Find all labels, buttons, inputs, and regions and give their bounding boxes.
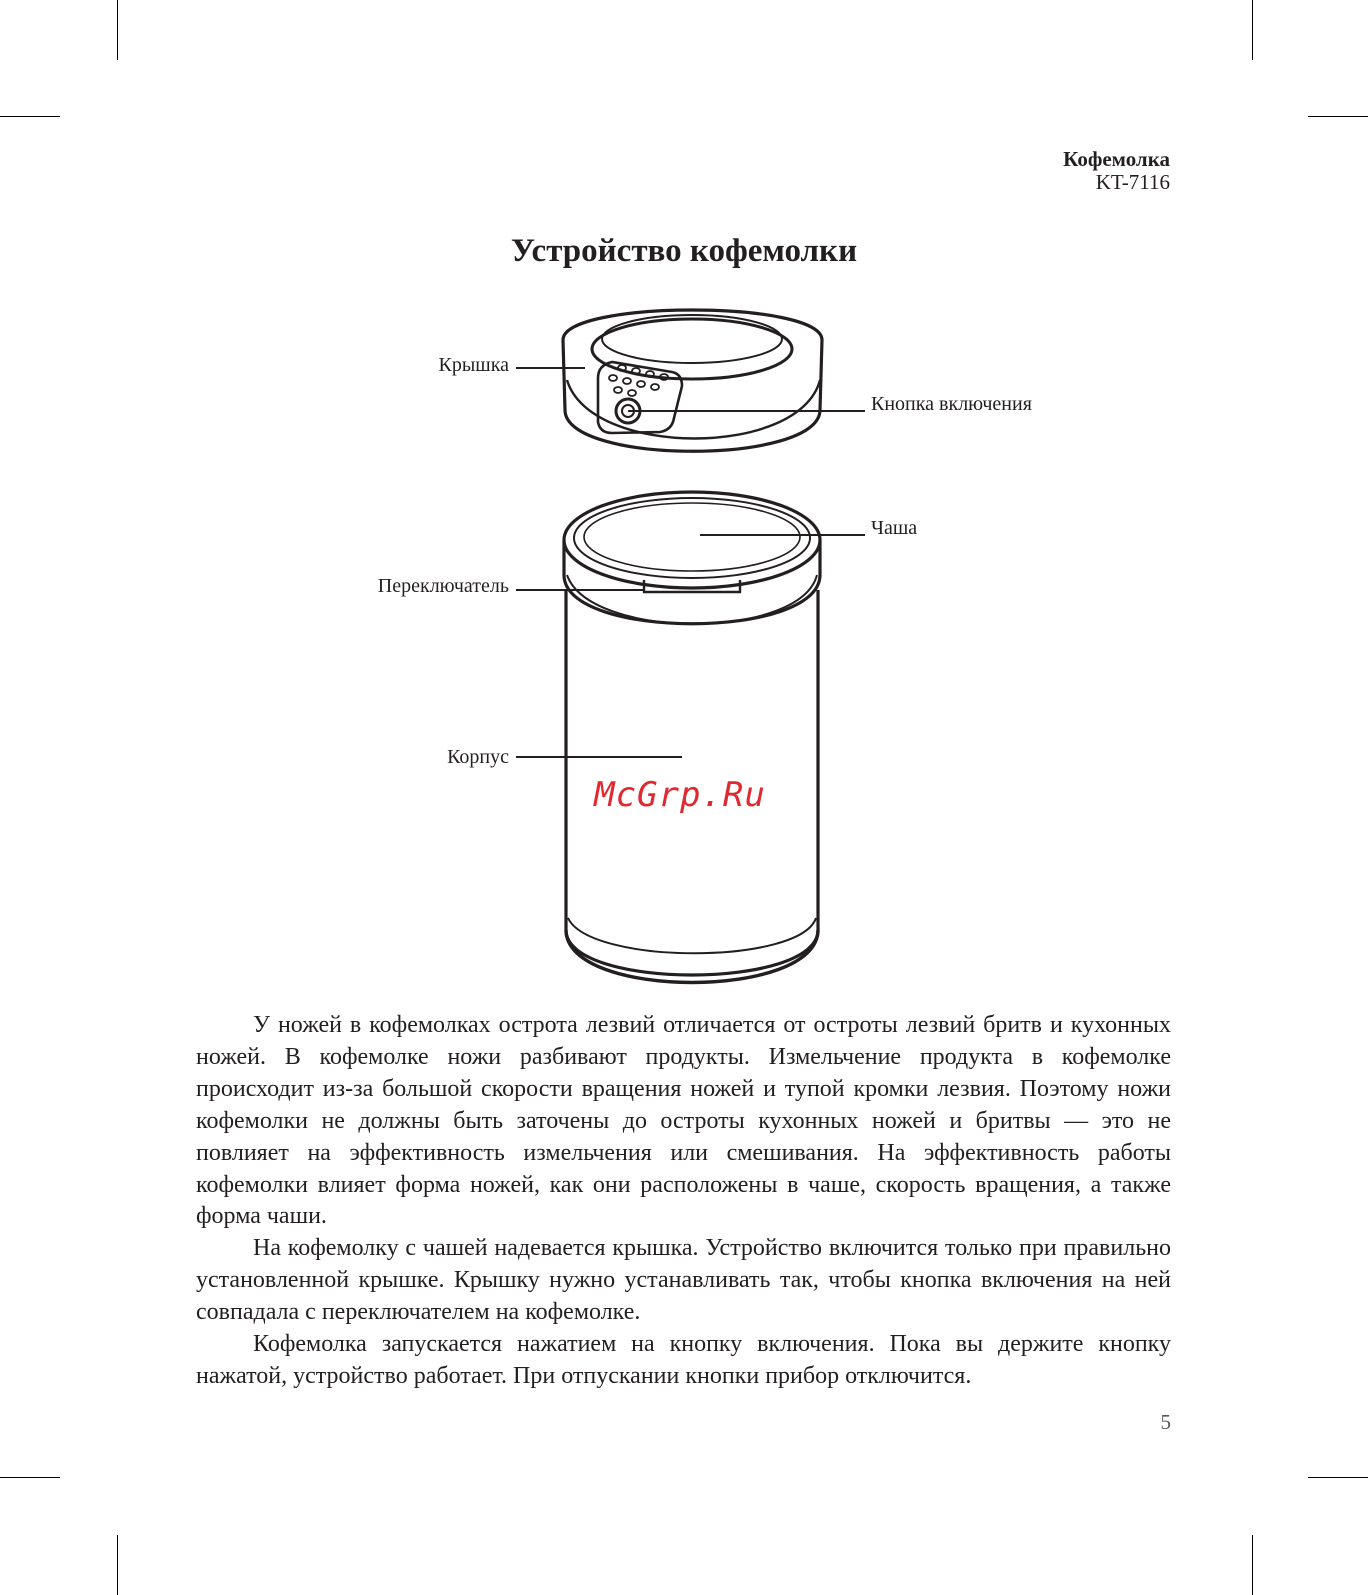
running-header	[1063, 148, 1170, 194]
crop-mark	[1308, 1477, 1368, 1478]
body-text	[196, 1010, 1171, 1393]
watermark: McGrp.Ru	[594, 775, 766, 815]
coffee-grinder-diagram	[0, 300, 1368, 1000]
label-switch: Переключатель	[377, 575, 509, 597]
crop-mark	[1252, 1535, 1253, 1595]
page-title: Устройство кофемолки	[510, 233, 858, 269]
crop-mark	[0, 1477, 60, 1478]
crop-mark	[0, 116, 60, 117]
lid-drawing	[563, 310, 822, 451]
crop-mark	[1252, 0, 1253, 60]
label-power-button: Кнопка включения	[871, 393, 1032, 415]
paragraph: У ножей в кофемолках острота лезвий отличается от остроты лезвий бритв и кухонных ножей. В кофемолке ножи разбивают продукты. Измельчение продукта в кофемолке происходит из-за большой скорости вращения ножей и тупой кромки лезвия. Поэтому ножи кофемолки не должны быть заточены до остроты кухонных ножей и бритвы — это не повлияет на эффективность измельчения или смешивания. На эффективность работы кофемолки влияет форма ножей, как они расположены в чаше, скорость вращения, а также форма чаши.	[196, 1012, 1171, 1230]
body-drawing	[564, 492, 820, 983]
header-model: KT-7116	[1095, 170, 1170, 194]
label-bowl: Чаша	[871, 517, 918, 539]
crop-mark	[1308, 116, 1368, 117]
crop-mark	[117, 0, 118, 60]
crop-mark	[117, 1535, 118, 1595]
paragraph: На кофемолку с чашей надевается крышка. Устройство включится только при правильно установленной крышке. Крышку нужно устанавливать так, чтобы кнопка включения на ней совпадала с переключателем на кофемолке.	[196, 1235, 1171, 1326]
label-body: Корпус	[447, 746, 509, 768]
header-product: Кофемолка	[1063, 147, 1170, 171]
paragraph: Кофемолка запускается нажатием на кнопку включения. Пока вы держите кнопку нажатой, устройство работает. При отпускании кнопки прибор отключится.	[196, 1331, 1171, 1389]
label-lid: Крышка	[438, 354, 509, 376]
page-number: 5	[1160, 1410, 1171, 1434]
